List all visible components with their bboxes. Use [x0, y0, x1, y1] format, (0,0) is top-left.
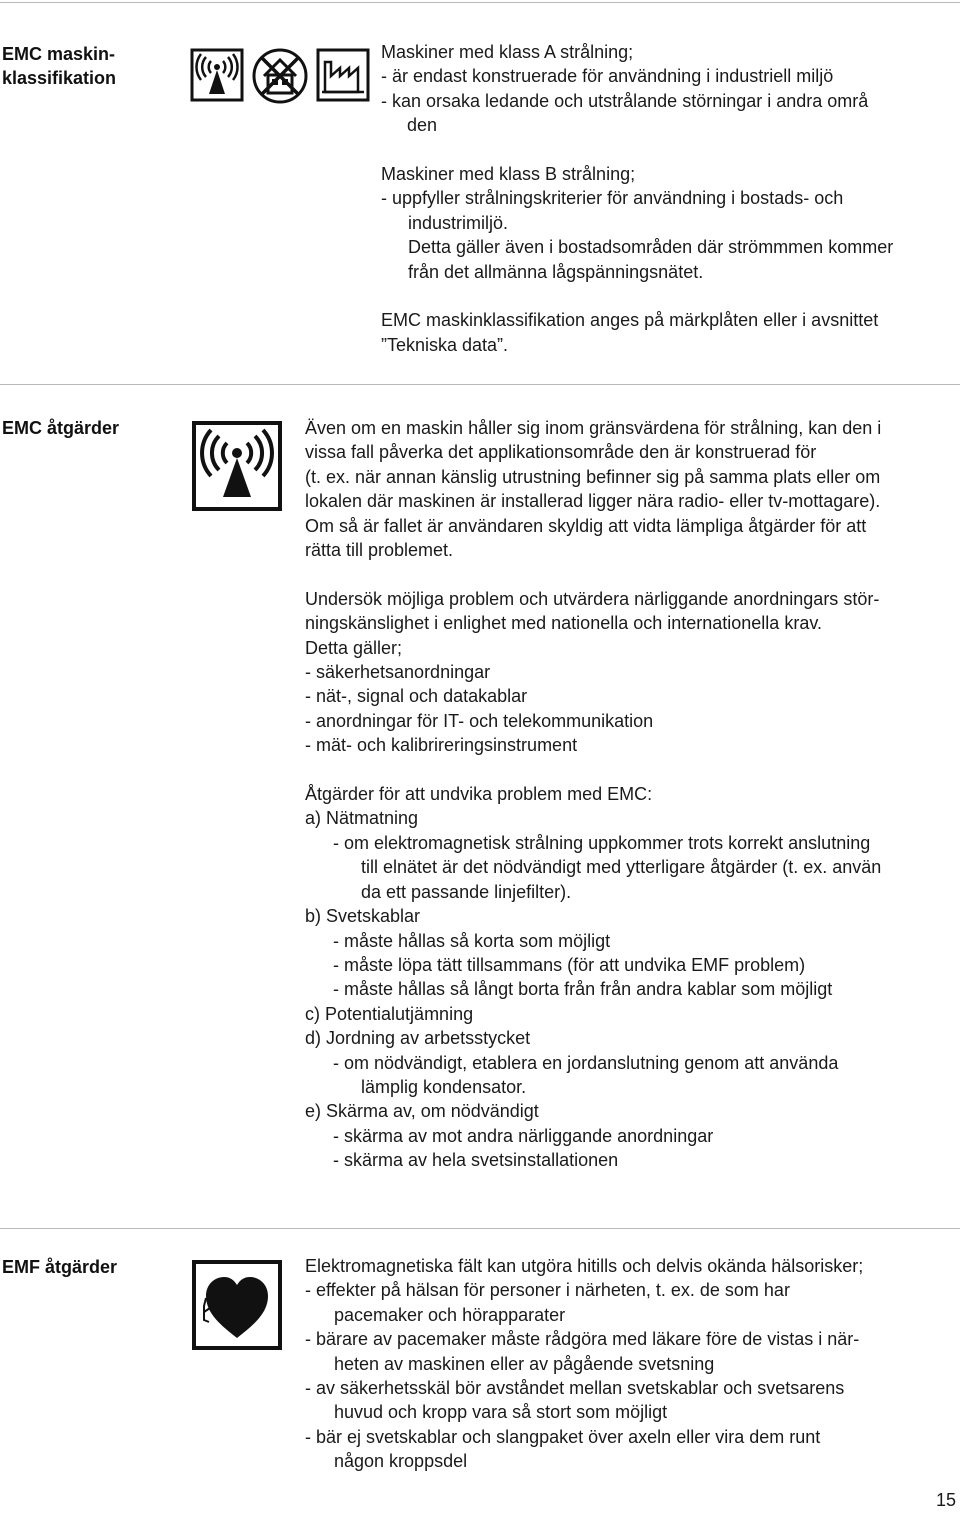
text-line: Om så är fallet är användaren skyldig att vidta lämpliga åtgärder för att [305, 515, 867, 536]
list-item: - skärma av mot andra närliggande anordningar [333, 1125, 714, 1146]
list-item: pacemaker och hörapparater [334, 1304, 566, 1325]
list-item: b) Svetskablar [305, 906, 421, 927]
list-item: c) Potentialutjämning [305, 1003, 474, 1024]
text-line: (t. ex. när annan känslig utrustning befinner sig på samma plats eller om [305, 466, 881, 487]
list-item: - om nödvändigt, etablera en jordanslutning genom att använda [333, 1052, 839, 1073]
text-line: den [407, 115, 438, 136]
text-line: - uppfyller strålningskriterier för användning i bostads- och [381, 188, 844, 209]
section-divider [0, 384, 960, 385]
radiation-warning-icon [192, 421, 282, 516]
text-line: Även om en maskin håller sig inom gränsvärdena för strålning, kan den i [305, 418, 882, 438]
text-line: EMC maskinklassifikation anges på märkplåten eller i avsnittet [381, 310, 879, 331]
list-item: - måste hållas så långt borta från från andra kablar som möjligt [333, 979, 833, 1000]
emf-measures-title: EMF åtgärder [2, 1257, 118, 1277]
top-rule [0, 2, 960, 3]
list-item: a) Nätmatning [305, 808, 419, 829]
text-line: ”Tekniska data”. [381, 334, 509, 355]
list-item: - skärma av hela svetsinstallationen [333, 1150, 619, 1171]
text-line: Undersök möjliga problem och utvärdera närliggande anordningars stör- [305, 588, 880, 609]
text-line: ningskänslighet i enlighet med nationella och internationella krav. [305, 613, 822, 634]
radiation-warning-icon [190, 48, 244, 107]
list-item: huvud och kropp vara så stort som möjligt [334, 1402, 668, 1423]
list-item: lämplig kondensator. [361, 1076, 527, 1097]
factory-icon [316, 48, 370, 107]
list-item: - effekter på hälsan för personer i närheten, t. ex. de som har [305, 1280, 790, 1301]
emc-class-title: EMC maskin- klassifikation [2, 44, 117, 88]
text-line: Maskiner med klass A strålning; [381, 42, 634, 62]
text-line: lokalen där maskinen är installerad ligger nära radio- eller tv-mottagare). [305, 491, 881, 512]
emf-measures-text [305, 1254, 957, 1474]
list-item: da ett passande linjefilter). [361, 881, 572, 902]
list-item: - om elektromagnetisk strålning uppkommer trots korrekt anslutning [333, 832, 871, 853]
list-item: - nät-, signal och datakablar [305, 686, 528, 707]
text-line: Åtgärder för att undvika problem med EMC: [305, 784, 653, 805]
text-line: från det allmänna lågspänningsnätet. [408, 261, 704, 282]
section-divider [0, 1228, 960, 1229]
list-item: d) Jordning av arbetsstycket [305, 1028, 531, 1049]
emc-class-text [381, 40, 956, 357]
text-line: Detta gäller även i bostadsområden där strömmmen kommer [408, 237, 894, 258]
list-item: e) Skärma av, om nödvändigt [305, 1101, 539, 1122]
text-line: Elektromagnetiska fält kan utgöra hitills och delvis okända hälsorisker; [305, 1256, 864, 1276]
text-line: - kan orsaka ledande och utstrålande störningar i andra områ [381, 90, 869, 111]
emc-measures-title: EMC åtgärder [2, 418, 120, 438]
text-line: industrimiljö. [408, 212, 509, 233]
text-line: Maskiner med klass B strålning; [381, 164, 636, 185]
page-number: 15 [935, 1490, 956, 1510]
list-item: - måste hållas så korta som möjligt [333, 930, 611, 951]
text-line: rätta till problemet. [305, 540, 454, 561]
list-item: - måste löpa tätt tillsammans (för att undvika EMF problem) [333, 954, 806, 975]
list-item: - av säkerhetsskäl bör avståndet mellan svetskablar och svetsarens [305, 1378, 845, 1399]
emc-measures-text [305, 416, 957, 1173]
list-item: - mät- och kalibrireringsinstrument [305, 735, 578, 756]
list-item: - bär ej svetskablar och slangpaket över axeln eller vira dem runt [305, 1426, 821, 1447]
list-item: heten av maskinen eller av pågående svetsning [334, 1353, 715, 1374]
pacemaker-heart-icon [192, 1260, 282, 1355]
text-line: - är endast konstruerade för användning i industriell miljö [381, 66, 834, 87]
list-item: - bärare av pacemaker måste rådgöra med läkare före de vistas i när- [305, 1329, 860, 1350]
no-house-icon [250, 46, 310, 111]
list-item: - anordningar för IT- och telekommunikation [305, 710, 654, 731]
list-item: - säkerhetsanordningar [305, 662, 491, 683]
list-item: någon kroppsdel [334, 1451, 468, 1472]
list-item: till elnätet är det nödvändigt med ytterligare åtgärder (t. ex. använ [361, 857, 882, 878]
text-line: Detta gäller; [305, 637, 403, 658]
text-line: vissa fall påverka det applikationsområde den är konstruerad för [305, 442, 817, 463]
